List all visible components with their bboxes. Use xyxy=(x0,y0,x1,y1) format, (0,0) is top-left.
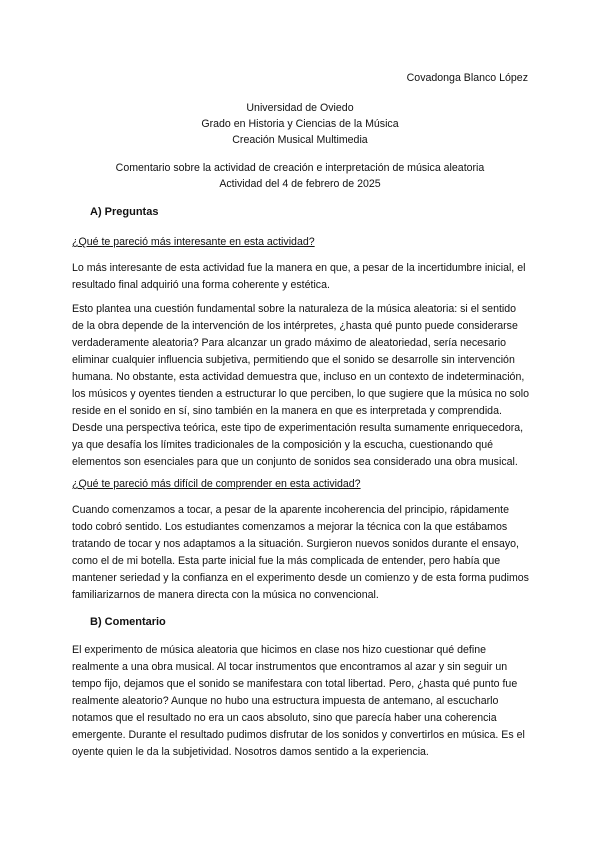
section-a-heading: A) Preguntas xyxy=(90,206,159,218)
comment-paragraph: El experimento de música aleatoria que hicimos en clase nos hizo cuestionar qué define realmente a una obra musical. Al tocar instrumentos que encontramos al azar y sin seguir un tempo fijo, dejamos que el sonido se manifestara con total libertad. Pero, ¿hasta qué punto fue realmente aleatorio? Aunque no hubo una estructura impuesta de antemano, al escucharlo notamos que el resultado no era un caos absoluto, sino que parecía haber una coherencia emergente. Durante el resultado pudimos disfrutar de los sonidos y convertirlos en música. Es el oyente quien le da la subjetividad. Nosotros damos sentido a la experiencia. xyxy=(72,644,525,758)
degree-name: Grado en Historia y Ciencias de la Música xyxy=(201,118,399,130)
section-b-heading: B) Comentario xyxy=(90,616,166,628)
answer-2-paragraph-1: Cuando comenzamos a tocar, a pesar de la aparente incoherencia del principio, rápidamente todo cobró sentido. Los estudiantes comenzamos a mejorar la técnica con la que estábamos tratando de tocar y nos adaptamos a la situación. Surgieron nuevos sonidos durante el ensayo, como el de mi botella. Esta parte inicial fue la más complicada de entender, pero había que mantener seriedad y la confianza en el experimento desde un comienzo y de esta forma pudimos familiarizarnos de manera directa con la música no convencional. xyxy=(72,504,529,601)
answer-1-paragraph-1: Lo más interesante de esta actividad fue la manera en que, a pesar de la incertidumbre inicial, el resultado final adquirió una forma coherente y estética. xyxy=(72,262,526,291)
title-line: Comentario sobre la actividad de creación e interpretación de música aleatoria xyxy=(115,162,485,174)
author-name: Covadonga Blanco López xyxy=(406,72,528,84)
date-line: Actividad del 4 de febrero de 2025 xyxy=(219,178,381,190)
document-title xyxy=(0,160,600,192)
institution-header xyxy=(0,100,600,148)
course-name: Creación Musical Multimedia xyxy=(232,134,368,146)
university-name: Universidad de Oviedo xyxy=(246,102,354,114)
question-2: ¿Qué te pareció más difícil de comprender en esta actividad? xyxy=(72,478,361,490)
answer-1-paragraph-2: Esto plantea una cuestión fundamental sobre la naturaleza de la música aleatoria: si el sentido de la obra depende de la intervención de los intérpretes, ¿hasta qué punto puede considerarse verdaderamente aleatoria? Para alcanzar un grado máximo de aleatoriedad, sería necesario eliminar cualquier influencia subjetiva, permitiendo que el sonido se desarrolle sin intervención humana. No obstante, esta actividad demuestra que, incluso en un contexto de indeterminación, los músicos y oyentes tienden a estructurar lo que perciben, lo que sugiere que la música no solo reside en el sonido en sí, sino también en la manera en que es interpretada y comprendida. Desde una perspectiva teórica, este tipo de experimentación resulta sumamente enriquecedora, ya que desafía los límites tradicionales de la composición y la escucha, cuestionando qué elementos son esenciales para que un conjunto de sonidos sea considerado una obra musical. xyxy=(72,303,529,468)
question-1: ¿Qué te pareció más interesante en esta actividad? xyxy=(72,236,315,248)
